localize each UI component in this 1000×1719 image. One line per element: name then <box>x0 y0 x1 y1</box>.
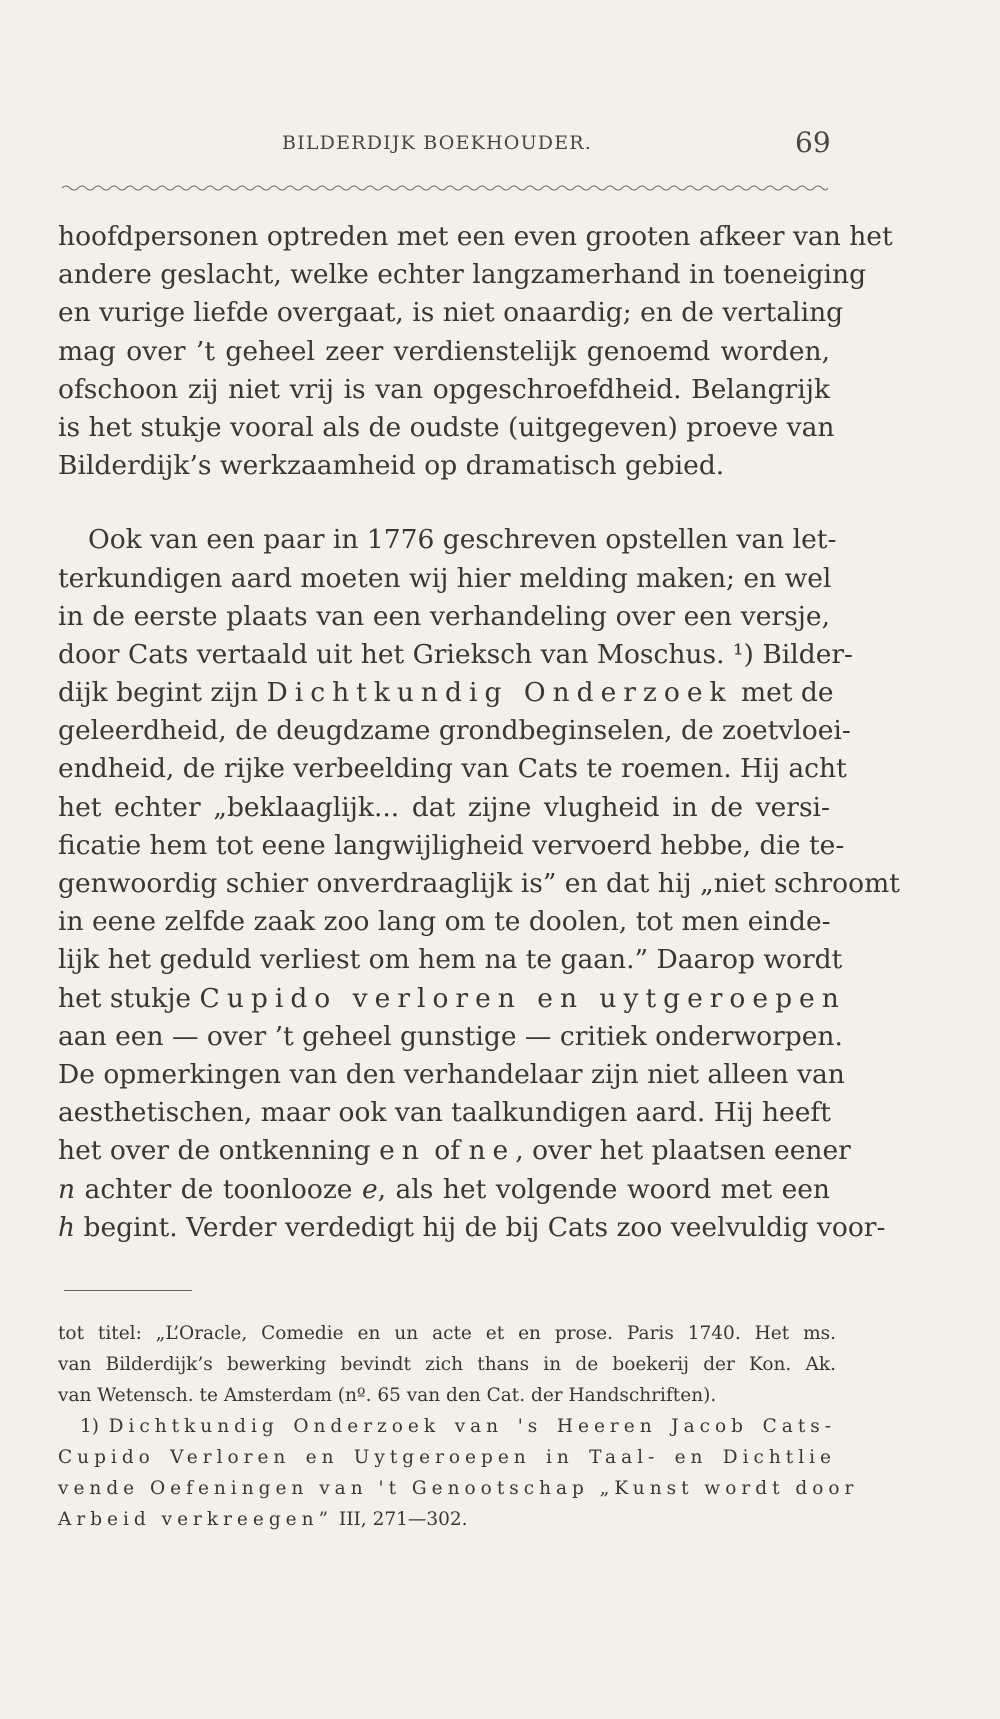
text-run: dijk begint zijn <box>58 677 259 709</box>
text-line: in eene zelfde zaak zoo lang om te doolen, tot men einde- <box>58 906 831 938</box>
italic-letter: e <box>361 1173 378 1205</box>
text-line: andere geslacht, welke echter langzamerhand in toeneiging <box>58 259 867 291</box>
text-run: , over het plaatsen eener <box>515 1135 851 1167</box>
decorative-wavy-rule <box>62 184 828 192</box>
footnote-rule <box>64 1290 192 1291</box>
text-line: geleerdheid, de deugdzame grondbeginselen, de zoetvloei- <box>58 715 851 747</box>
page-number: 69 <box>795 126 831 159</box>
text-line <box>58 980 846 1018</box>
text-line: Bilderdijk’s werkzaamheid op dramatisch gebied. <box>58 450 725 482</box>
text-line: en vurige liefde overgaat, is niet onaardig; en de vertaling <box>58 297 844 329</box>
footnote-line <box>58 1504 836 1535</box>
text-run: III, 271—302. <box>333 1509 468 1530</box>
footnote-marker: 1) <box>80 1416 109 1437</box>
spaced-word: en <box>379 1135 426 1167</box>
text-run: Ook van een paar in 1776 geschreven opstellen van let- <box>88 524 837 556</box>
text-run: begint. Verder verdedigt hij de bij Cats zoo veelvuldig voor- <box>75 1211 886 1243</box>
text-line: De opmerkingen van den verhandelaar zijn niet alleen van <box>58 1058 845 1090</box>
running-title: BILDERDIJK BOEKHOUDER. <box>282 132 593 154</box>
spaced-word: ne <box>468 1135 516 1167</box>
paragraph-gap <box>58 485 830 521</box>
text-line: is het stukje vooral als de oudste (uitgegeven) proeve van <box>58 411 835 443</box>
italic-letter: h <box>58 1211 76 1243</box>
spaced-title: Dichtkundig Onderzoek van 's Heeren Jacob Cats- <box>108 1416 836 1437</box>
text-line: ofschoon zij niet vrij is van opgeschroefdheid. Belangrijk <box>58 373 830 405</box>
spaced-title: Arbeid verkreegen” <box>58 1509 333 1530</box>
text-line: lijk het geduld verliest om hem na te gaan.” Daarop wordt <box>58 944 843 976</box>
italic-letter: n <box>58 1173 76 1205</box>
text-line <box>58 521 837 559</box>
text-run: met de <box>741 677 834 709</box>
text-line: mag over ’t geheel zeer verdienstelijk genoemd worden, <box>58 335 830 367</box>
text-line: genwoordig schier onverdraaglijk is” en dat hij „niet schroomt <box>58 868 900 899</box>
text-run: het over de ontkenning <box>58 1135 371 1167</box>
footnote-line: tot titel: „L’Oracle, Comedie en un acte et en prose. Paris 1740. Het ms. <box>58 1323 836 1344</box>
text-line: terkundigen aard moeten wij hier melding maken; en wel <box>58 562 832 594</box>
text-run: het stukje <box>58 982 192 1014</box>
footnote-line <box>58 1411 836 1442</box>
text-line: in de eerste plaats van een verhandeling over een versje, <box>58 600 830 632</box>
text-line: hoofdpersonen optreden met een even grooten afkeer van het <box>58 221 893 252</box>
spaced-title: Cupido verloren en uytgeroepen <box>199 982 846 1014</box>
text-line <box>58 1209 886 1247</box>
main-text <box>58 218 900 1247</box>
text-run: of <box>434 1135 461 1167</box>
text-line: ficatie hem tot eene langwijligheid vervoerd hebbe, die te- <box>58 829 845 861</box>
text-line: door Cats vertaald uit het Grieksch van Moschus. ¹) Bilder- <box>58 638 854 670</box>
text-line: endheid, de rijke verbeelding van Cats te roemen. Hij acht <box>58 753 847 785</box>
footnote-line: van Bilderdijk’s bewerking bevindt zich thans in de boekerij der Kon. Ak. <box>58 1354 836 1375</box>
text-line: aesthetischen, maar ook van taalkundigen aard. Hij heeft <box>58 1097 831 1129</box>
text-line <box>58 674 834 712</box>
text-run: achter de toonlooze <box>75 1173 362 1205</box>
footnote-line: vende Oefeningen van 't Genootschap „Kunst wordt door <box>58 1478 859 1499</box>
text-line: het echter „beklaaglijk... dat zijne vlugheid in de versi- <box>58 791 830 823</box>
text-line <box>58 1171 830 1209</box>
footnote-line: Cupido Verloren en Uytgeroepen in Taal- en Dichtlie <box>58 1447 836 1468</box>
spaced-title: Dichtkundig Onderzoek <box>266 677 733 709</box>
text-line: aan een — over ’t geheel gunstige — critiek onderworpen. <box>58 1020 843 1052</box>
footnote-line: van Wetensch. te Amsterdam (nº. 65 van den Cat. der Handschriften). <box>58 1385 717 1406</box>
text-run: , als het volgende woord met een <box>377 1173 830 1205</box>
footnotes <box>58 1318 859 1535</box>
text-line <box>58 1132 851 1170</box>
